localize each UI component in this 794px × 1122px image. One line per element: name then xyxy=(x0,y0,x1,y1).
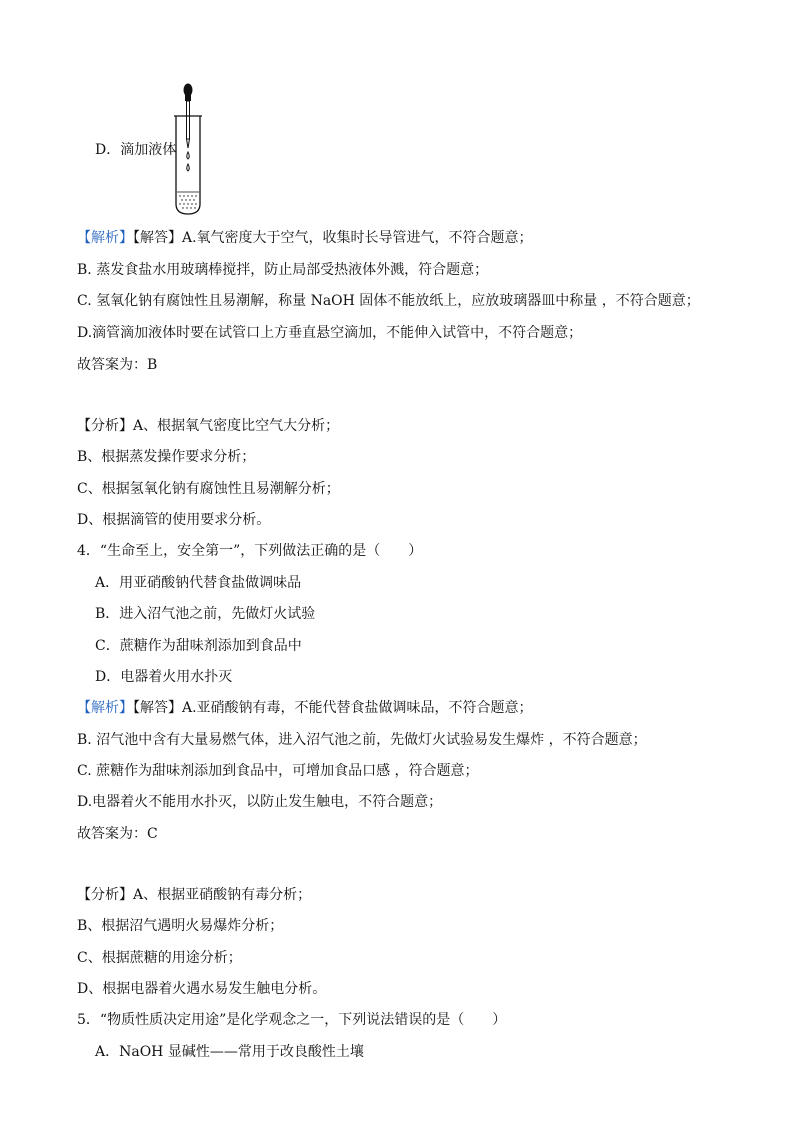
q4-analysis-line-3: C、根据蔗糖的用途分析； xyxy=(77,950,242,966)
q4-answer: 故答案为：C xyxy=(77,826,158,842)
q5-stem: 5．“物质性质决定用途”是化学观念之一，下列说法错误的是（ ） xyxy=(77,1012,507,1028)
q4-option-d: D．电器着火用水扑灭 xyxy=(95,669,233,685)
q3-analysis-line-4: D、根据滴管的使用要求分析。 xyxy=(77,512,271,528)
q4-explain-line-2: B. 沼气池中含有大量易燃气体，进入沼气池之前，先做灯火试验易发生爆炸 ，不符合题意； xyxy=(77,732,647,748)
q3-explain-line-2: B. 蒸发食盐水用玻璃棒搅拌，防止局部受热液体外溅，符合题意； xyxy=(77,262,489,278)
q4-explain-line-1 xyxy=(77,699,533,717)
q3-explain-line-4: D.滴管滴加液体时要在试管口上方垂直悬空滴加，不能伸入试管中，不符合题意； xyxy=(77,325,583,341)
q4-stem: 4．“生命至上，安全第一”，下列做法正确的是（ ） xyxy=(77,543,423,559)
q3-answer: 故答案为：B xyxy=(77,357,158,373)
q3-explain-text: 【解答】A.氧气密度大于空气，收集时长导管进气，不符合题意； xyxy=(133,230,533,246)
q3-analysis-line-1: 【分析】A、根据氧气密度比空气大分析； xyxy=(77,418,340,434)
q4-explain-line-3: C. 蔗糖作为甜味剂添加到食品中，可增加食品口感 ，符合题意； xyxy=(77,763,479,779)
q4-explain-tag: 【解析】 xyxy=(77,700,133,716)
q3-analysis-line-2: B、根据蒸发操作要求分析； xyxy=(77,449,256,465)
q4-analysis-line-4: D、根据电器着火遇水易发生触电分析。 xyxy=(77,981,327,997)
q3-option-d: D．滴加液体 xyxy=(95,142,177,158)
q4-analysis-line-2: B、根据沼气遇明火易爆炸分析； xyxy=(77,918,284,934)
q4-option-c: C．蔗糖作为甜味剂添加到食品中 xyxy=(95,638,302,654)
q3-analysis-line-3: C、根据氢氧化钠有腐蚀性且易潮解分析； xyxy=(77,481,340,497)
q4-explain-line-4: D.电器着火不能用水扑灭，以防止发生触电，不符合题意； xyxy=(77,794,443,810)
dropper-test-tube-illustration xyxy=(172,82,212,217)
q4-explain-text: 【解答】A.亚硝酸钠有毒，不能代替食盐做调味品，不符合题意； xyxy=(133,700,533,716)
q5-option-a: A．NaOH 显碱性——常用于改良酸性土壤 xyxy=(95,1044,364,1060)
q4-analysis-line-1: 【分析】A、根据亚硝酸钠有毒分析； xyxy=(77,887,312,903)
q4-option-b: B．进入沼气池之前，先做灯火试验 xyxy=(95,606,316,622)
q3-explain-line-3: C. 氢氧化钠有腐蚀性且易潮解，称量 NaOH 固体不能放纸上，应放玻璃器皿中称量 ，不符合题意； xyxy=(77,293,700,309)
q3-explain-line-1 xyxy=(77,229,533,247)
q3-explain-tag: 【解析】 xyxy=(77,230,133,246)
q4-option-a: A．用亚硝酸钠代替食盐做调味品 xyxy=(95,575,302,591)
